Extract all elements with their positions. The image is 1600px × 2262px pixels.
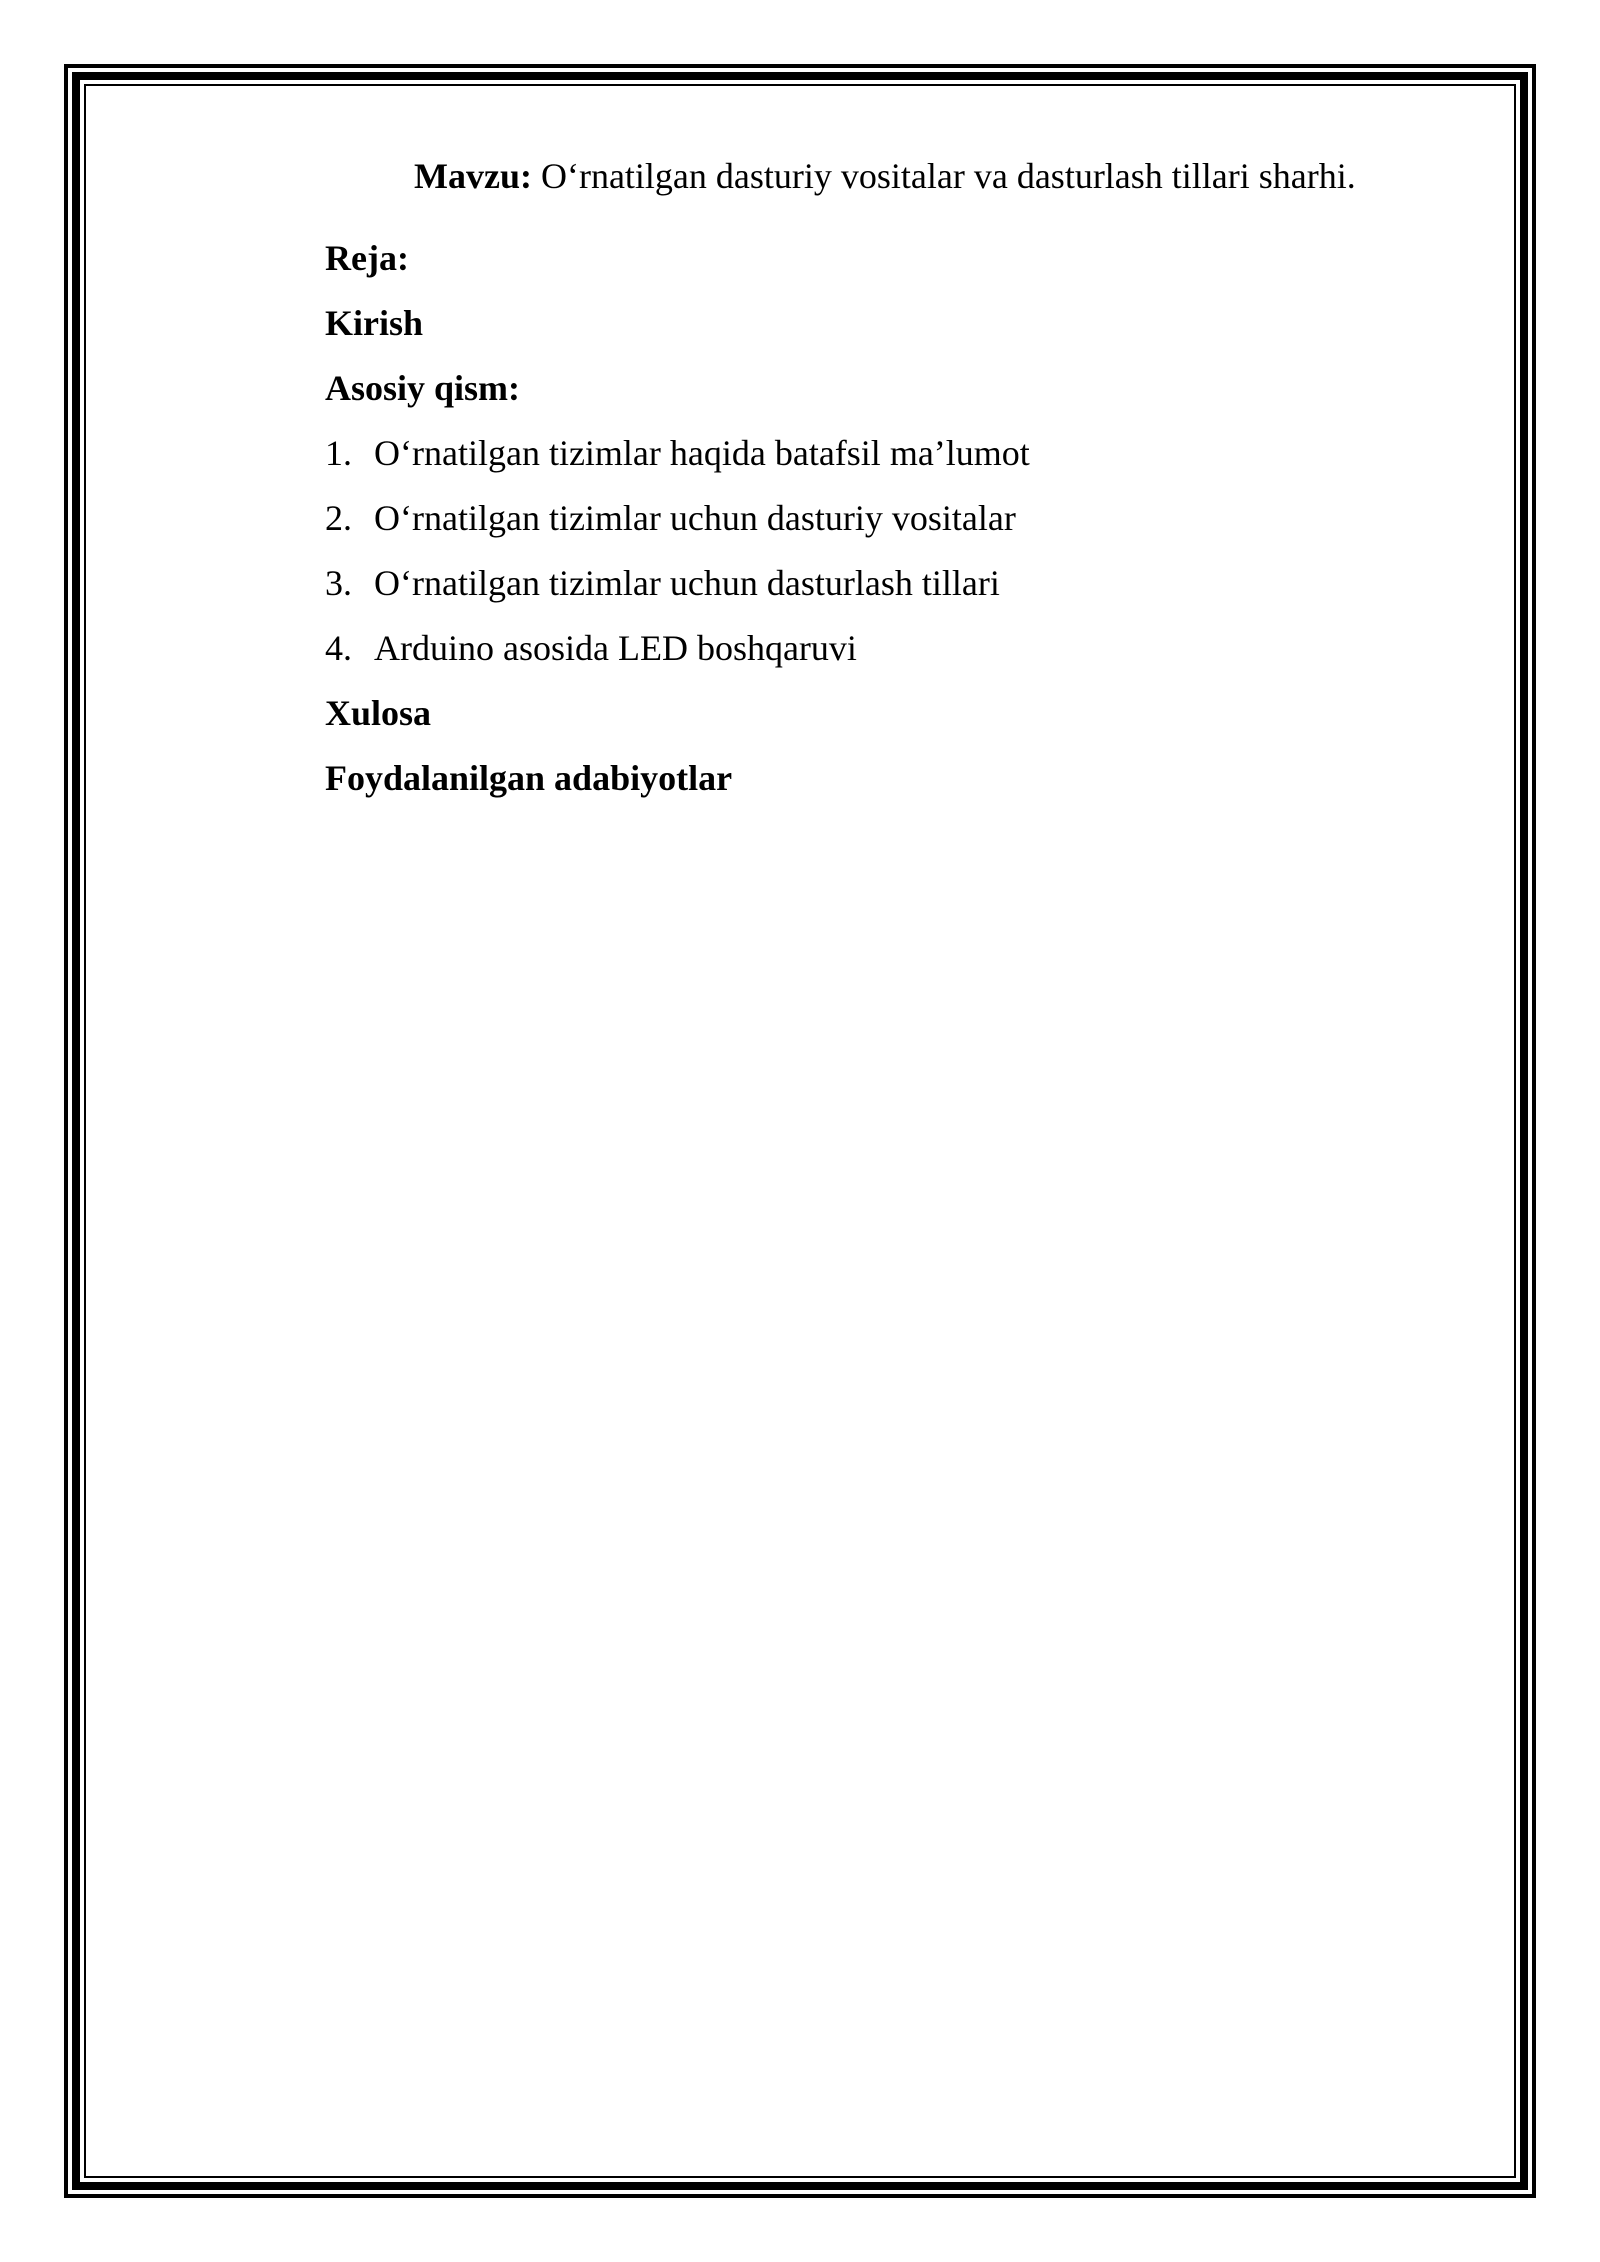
list-item-number: 2. [325,498,352,538]
topic-text: O‘rnatilgan dasturiy vositalar va dasturlash tillari sharhi. [540,156,1356,196]
list-item [325,492,1016,544]
list-item-number: 4. [325,628,352,668]
list-item [325,427,1030,479]
topic-line [414,150,1356,202]
list-item [325,622,857,674]
list-item-text: O‘rnatilgan tizimlar uchun dasturiy vositalar [374,498,1016,538]
topic-label: Mavzu: [414,156,532,196]
list-item-text: O‘rnatilgan tizimlar uchun dasturlash tillari [374,563,1000,603]
intro-heading: Kirish [325,303,424,343]
list-item-number: 3. [325,563,352,603]
list-item-text: Arduino asosida LED boshqaruvi [374,628,857,668]
list-item-number: 1. [325,433,352,473]
list-item [325,557,1000,609]
plan-heading: Reja: [325,238,409,278]
main-part-heading: Asosiy qism: [325,368,521,408]
conclusion-heading: Xulosa [325,693,432,733]
references-heading: Foydalanilgan adabiyotlar [325,758,733,798]
list-item-text: O‘rnatilgan tizimlar haqida batafsil ma’lumot [374,433,1030,473]
